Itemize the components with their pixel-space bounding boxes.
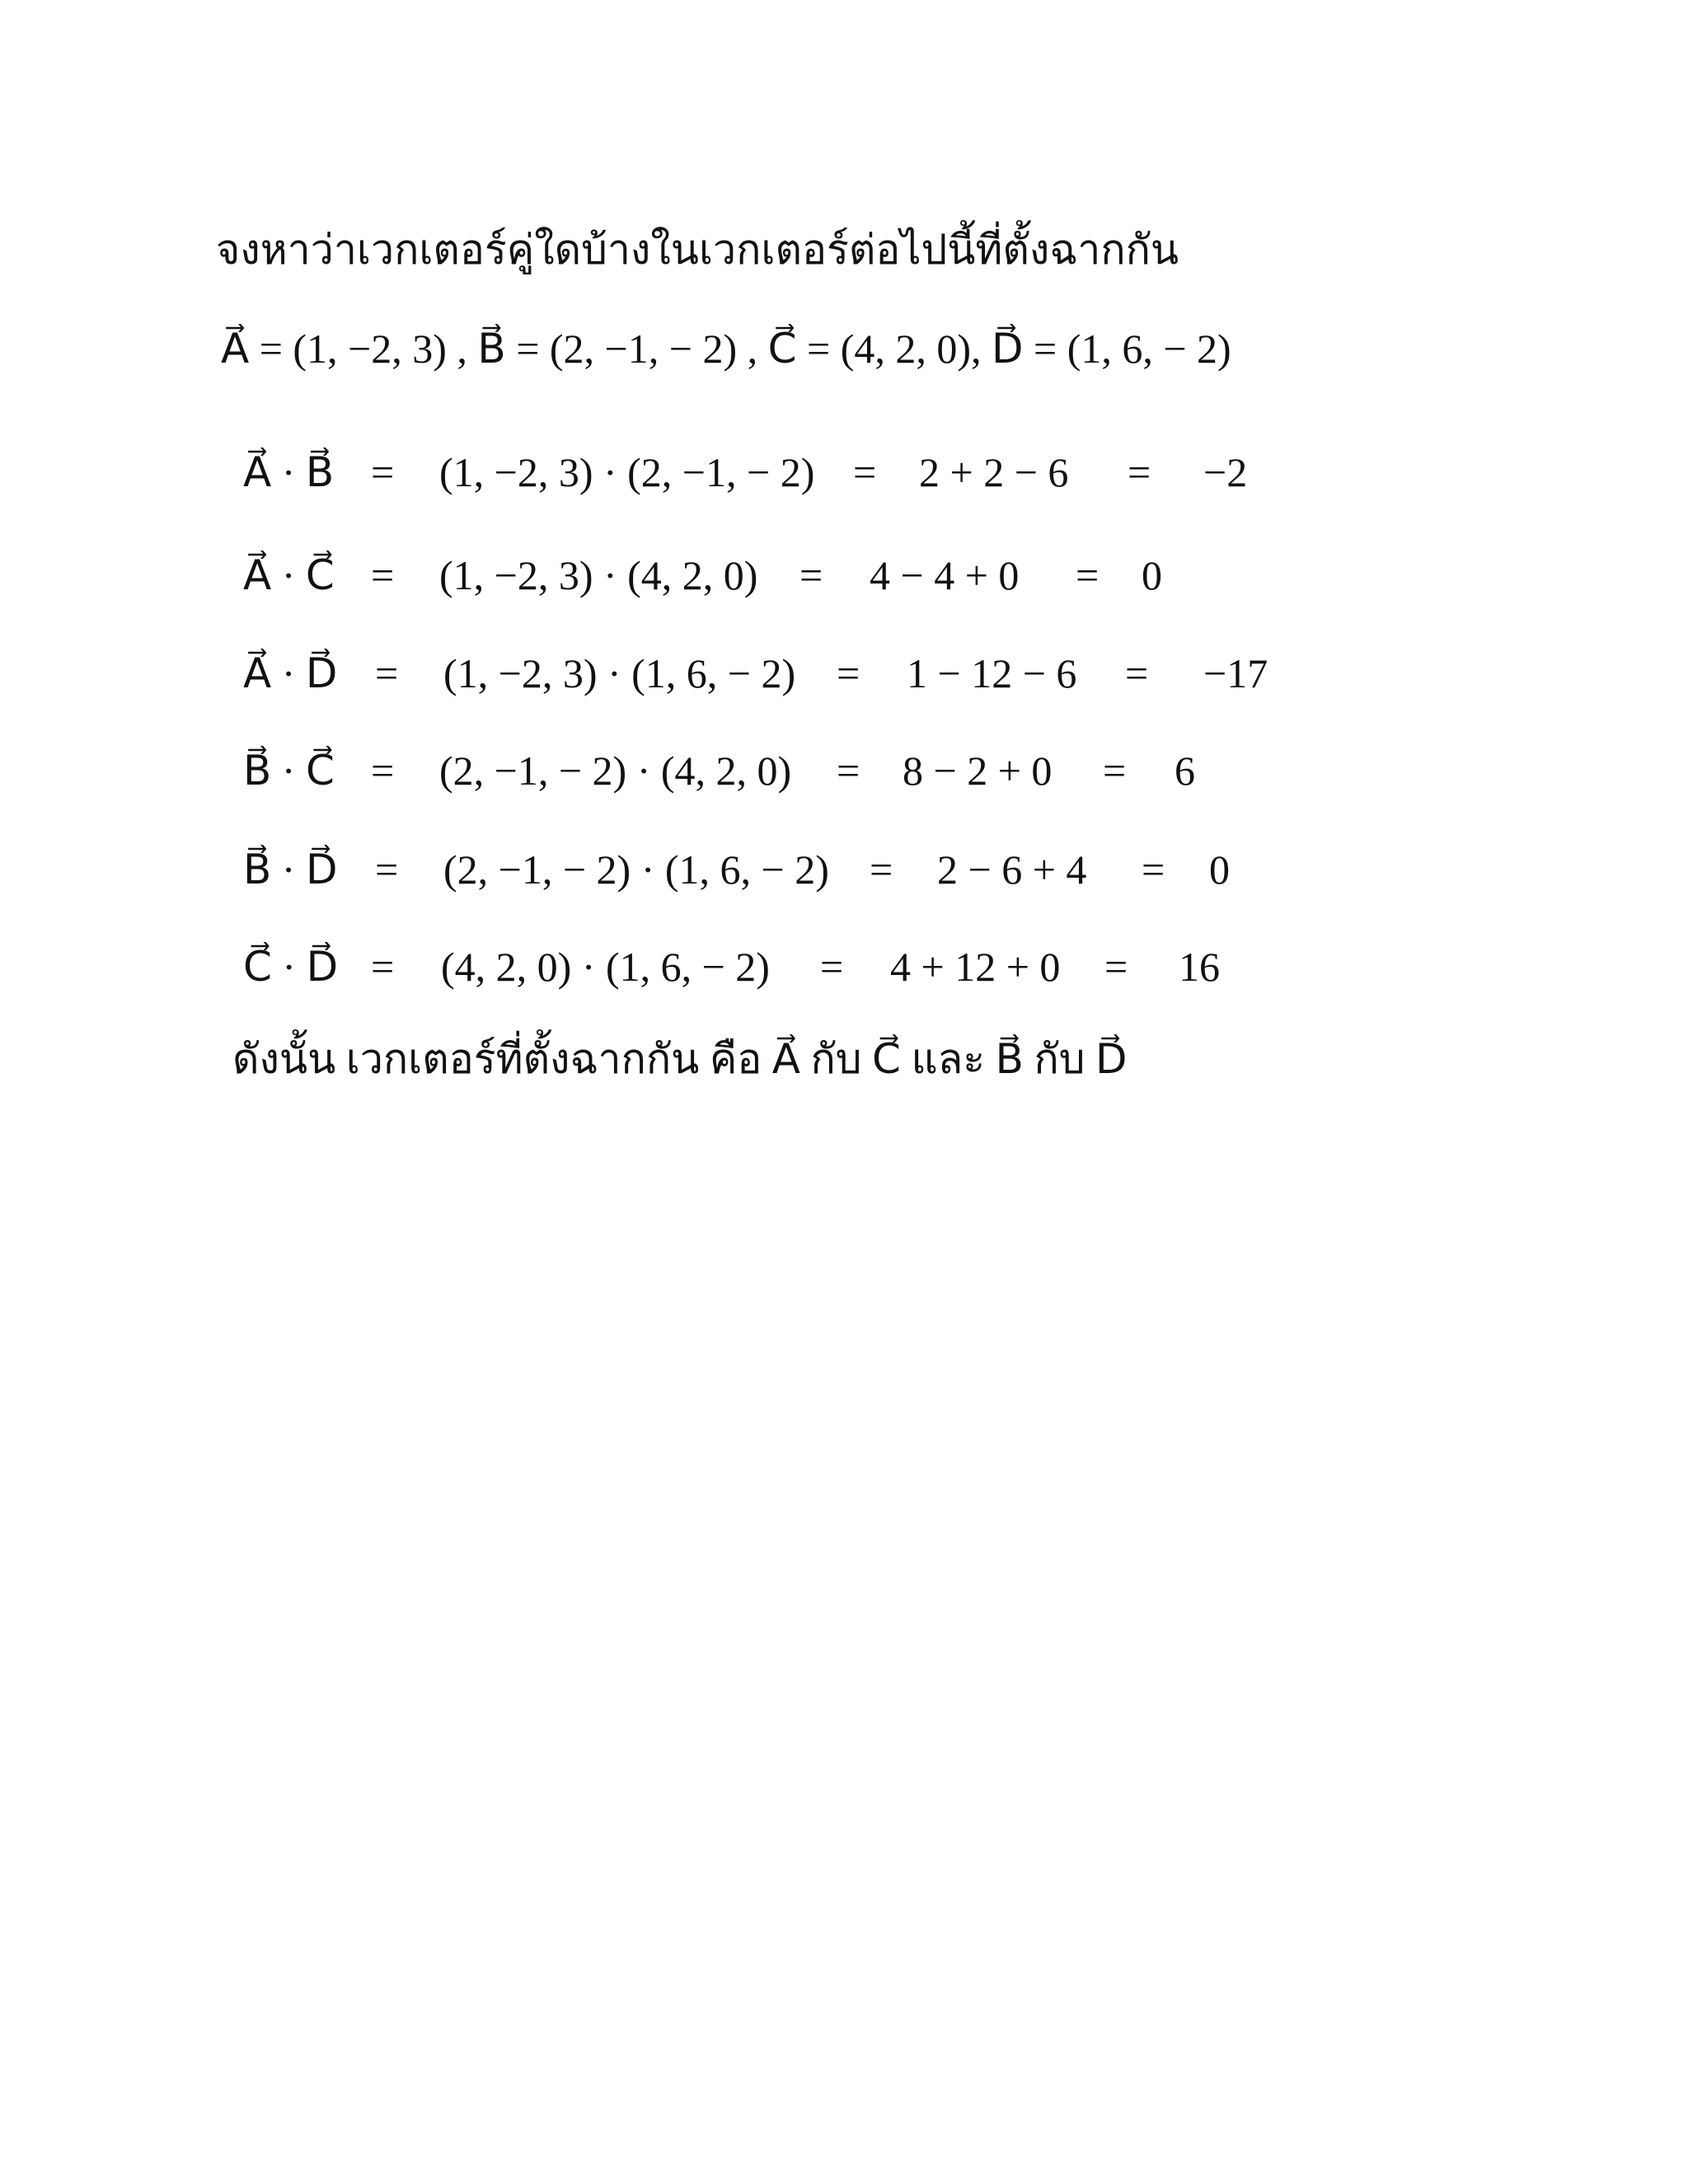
calc-equals: = bbox=[837, 650, 860, 696]
calc-lhs: A⃗ · C⃗ bbox=[243, 552, 335, 598]
calc-equals: = bbox=[1076, 552, 1100, 598]
calc-expression: 2 + 2 − 6 bbox=[919, 449, 1069, 495]
calc-vectors: (1, −2, 3) · (1, 6, − 2) bbox=[443, 650, 796, 696]
calc-equals: = bbox=[1104, 944, 1128, 990]
calc-result: 0 bbox=[1209, 846, 1230, 893]
vector-definitions: A⃗ = (1, −2, 3) , B⃗ = (2, −1, − 2) , C⃗ = (4, 2, 0), D⃗ = (1, 6, − 2) bbox=[221, 326, 1231, 372]
calc-lhs: C⃗ · D⃗ bbox=[243, 944, 339, 990]
calc-result: 0 bbox=[1142, 552, 1162, 598]
calc-lhs: A⃗ · D⃗ bbox=[243, 650, 338, 696]
conclusion-text: ดังนั้น เวกเตอร์ที่ตั้งฉากกัน คือ A⃗ กับ C⃗ และ B⃗ กับ D⃗ bbox=[232, 1036, 1128, 1082]
calc-equals: = bbox=[837, 748, 860, 794]
calc-equals: = bbox=[820, 944, 844, 990]
calc-equals: = bbox=[375, 846, 399, 893]
calc-equals: = bbox=[371, 449, 395, 495]
calc-vectors: (1, −2, 3) · (2, −1, − 2) bbox=[439, 449, 815, 495]
calc-expression: 4 + 12 + 0 bbox=[890, 944, 1061, 990]
calc-equals: = bbox=[853, 449, 877, 495]
calc-equals: = bbox=[1128, 449, 1151, 495]
calc-expression: 8 − 2 + 0 bbox=[903, 748, 1053, 794]
calc-lhs: A⃗ · B⃗ bbox=[243, 449, 335, 495]
calc-equals: = bbox=[371, 748, 395, 794]
calc-expression: 1 − 12 − 6 bbox=[907, 650, 1077, 696]
question-text: จงหาว่าเวกเตอร์คู่ใดบ้างในเวกเตอร์ต่อไปนี้ที่ตั้งฉากกัน bbox=[216, 227, 1179, 273]
calc-equals: = bbox=[371, 552, 395, 598]
calc-expression: 2 − 6 + 4 bbox=[937, 846, 1087, 893]
calc-equals: = bbox=[375, 650, 399, 696]
calc-vectors: (2, −1, − 2) · (4, 2, 0) bbox=[439, 748, 792, 794]
calc-vectors: (4, 2, 0) · (1, 6, − 2) bbox=[441, 944, 770, 990]
calc-lhs: B⃗ · D⃗ bbox=[243, 846, 338, 893]
calc-lhs: B⃗ · C⃗ bbox=[243, 748, 335, 794]
calc-result: 16 bbox=[1179, 944, 1220, 990]
calc-equals: = bbox=[1142, 846, 1165, 893]
calc-equals: = bbox=[1103, 748, 1127, 794]
calc-equals: = bbox=[870, 846, 893, 893]
calc-equals: = bbox=[1125, 650, 1149, 696]
calc-result: 6 bbox=[1175, 748, 1195, 794]
calc-vectors: (2, −1, − 2) · (1, 6, − 2) bbox=[443, 846, 829, 893]
calc-result: −2 bbox=[1203, 449, 1248, 495]
calc-vectors: (1, −2, 3) · (4, 2, 0) bbox=[439, 552, 758, 598]
calc-result: −17 bbox=[1203, 650, 1268, 696]
calc-equals: = bbox=[799, 552, 823, 598]
calc-expression: 4 − 4 + 0 bbox=[870, 552, 1020, 598]
calc-equals: = bbox=[371, 944, 395, 990]
